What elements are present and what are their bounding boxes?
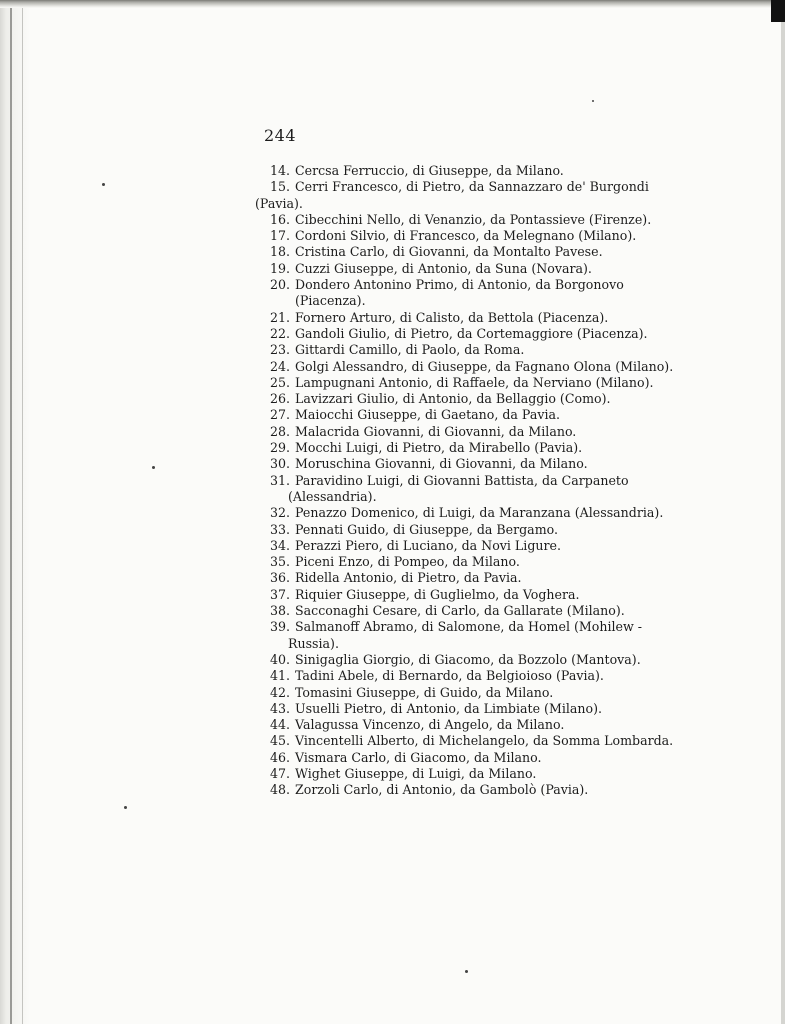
entry-number: 32. <box>269 505 290 521</box>
entry-number: 16. <box>269 211 290 227</box>
list-item <box>255 570 645 586</box>
entry-text: Cercsa Ferruccio, di Giuseppe, da Milano. <box>295 163 564 178</box>
entry-number: 19. <box>269 260 290 276</box>
entry-number: 26. <box>269 391 290 407</box>
entry-text: Malacrida Giovanni, di Giovanni, da Milano. <box>295 423 577 439</box>
list-item <box>255 211 652 228</box>
list-item <box>255 456 645 472</box>
list-item <box>255 733 674 749</box>
entry-number: 37. <box>269 586 290 602</box>
binding-line <box>10 0 12 1024</box>
list-item <box>255 163 645 179</box>
list-item <box>255 619 645 652</box>
entry-text: Maiocchi Giuseppe, di Gaetano, da Pavia. <box>295 407 560 423</box>
entry-number: 23. <box>269 342 290 358</box>
entry-text: Tadini Abele, di Bernardo, da Belgioioso (Pavia). <box>295 668 604 684</box>
list-item <box>255 440 645 456</box>
list-item <box>255 587 645 603</box>
entry-continuation: (Pavia). <box>255 195 303 211</box>
entry-text: Zorzoli Carlo, di Antonio, da Gambolò (Pavia). <box>295 782 589 798</box>
list-item <box>255 424 645 440</box>
entry-text: Lampugnani Antonio, di Raffaele, da Nerviano (Milano). <box>295 374 654 390</box>
entry-number: 28. <box>269 423 290 439</box>
list-item <box>255 717 645 733</box>
scan-speck <box>592 100 594 102</box>
entry-text: Piceni Enzo, di Pompeo, da Milano. <box>295 554 520 570</box>
entry-number: 21. <box>269 309 290 325</box>
entry-number: 18. <box>269 244 290 260</box>
list-item <box>255 701 645 717</box>
student-list <box>255 163 674 799</box>
entry-text: Lavizzari Giulio, di Antonio, da Bellaggio (Como). <box>295 391 611 407</box>
list-item <box>255 554 645 570</box>
scan-right-edge <box>781 0 785 1024</box>
entry-number: 35. <box>269 554 290 570</box>
list-item <box>255 652 645 668</box>
entry-number: 38. <box>269 603 290 619</box>
entry-text: Mocchi Luigi, di Pietro, da Mirabello (Pavia). <box>295 440 583 456</box>
scan-speck <box>102 183 105 186</box>
list-item <box>255 685 645 701</box>
entry-text: Valagussa Vincenzo, di Angelo, da Milano. <box>295 717 565 733</box>
entry-number: 27. <box>269 407 290 423</box>
list-item <box>255 750 645 766</box>
scan-speck <box>124 806 127 809</box>
list-item <box>255 473 645 506</box>
entry-number: 34. <box>269 537 290 553</box>
list-item <box>255 358 674 375</box>
list-item <box>255 228 645 244</box>
entry-text: Usuelli Pietro, di Antonio, da Limbiate (Milano). <box>295 700 603 716</box>
entry-number: 42. <box>269 684 290 700</box>
entry-number: 39. <box>269 619 290 635</box>
entry-number: 15. <box>269 179 290 195</box>
entry-text: Cordoni Silvio, di Francesco, da Melegnano (Milano). <box>295 228 637 244</box>
entry-text: Vincentelli Alberto, di Michelangelo, da Somma Lombarda. <box>295 733 674 749</box>
binding-line-faint <box>22 0 23 1024</box>
entry-text: Perazzi Piero, di Luciano, da Novi Ligure. <box>295 537 561 553</box>
entry-text: Vismara Carlo, di Giacomo, da Milano. <box>295 749 542 765</box>
entry-text: Cristina Carlo, di Giovanni, da Montalto Pavese. <box>295 244 603 260</box>
page-number: 244 <box>264 126 297 145</box>
entry-text: Pennati Guido, di Giuseppe, da Bergamo. <box>295 521 558 537</box>
entry-continuation: Russia). <box>288 635 339 651</box>
scan-corner-shadow <box>771 0 785 22</box>
entry-text: Sinigaglia Giorgio, di Giacomo, da Bozzolo (Mantova). <box>295 651 641 667</box>
entry-text: Gandoli Giulio, di Pietro, da Cortemaggiore (Piacenza). <box>295 325 648 341</box>
list-item <box>255 407 645 423</box>
entry-number: 48. <box>269 782 290 798</box>
entry-continuation: (Piacenza). <box>295 293 366 309</box>
entry-text: Golgi Alessandro, di Giuseppe, da Fagnano Olona (Milano). <box>295 358 674 374</box>
entry-number: 29. <box>269 440 290 456</box>
list-item <box>255 325 648 342</box>
list-item <box>255 391 645 407</box>
entry-number: 22. <box>269 325 290 341</box>
list-item <box>255 261 645 277</box>
entry-text: Salmanoff Abramo, di Salomone, da Homel (Mohilew - <box>295 619 643 635</box>
entry-text: Tomasini Giuseppe, di Guido, da Milano. <box>295 684 554 700</box>
entry-text: Moruschina Giovanni, di Giovanni, da Milano. <box>295 456 588 472</box>
entry-number: 36. <box>269 570 290 586</box>
list-item <box>255 244 645 260</box>
entry-number: 43. <box>269 700 290 716</box>
entry-text: Cuzzi Giuseppe, di Antonio, da Suna (Novara). <box>295 260 592 276</box>
list-item <box>255 374 654 391</box>
list-item <box>255 538 645 554</box>
list-item <box>255 766 645 782</box>
list-item <box>255 179 649 212</box>
entry-text: Ridella Antonio, di Pietro, da Pavia. <box>295 570 522 586</box>
entry-number: 24. <box>269 358 290 374</box>
entry-number: 25. <box>269 374 290 390</box>
entry-number: 17. <box>269 228 290 244</box>
entry-number: 44. <box>269 717 290 733</box>
list-item <box>255 342 645 358</box>
entry-number: 47. <box>269 765 290 781</box>
scan-top-edge <box>0 0 785 8</box>
entry-number: 20. <box>269 277 290 293</box>
entry-text: Riquier Giuseppe, di Guglielmo, da Voghera. <box>295 586 580 602</box>
list-item <box>255 603 645 619</box>
entry-text: Sacconaghi Cesare, di Carlo, da Gallarate (Milano). <box>295 603 625 619</box>
scan-left-edge <box>0 0 30 1024</box>
entry-text: Paravidino Luigi, di Giovanni Battista, da Carpaneto <box>295 472 629 488</box>
entry-number: 45. <box>269 733 290 749</box>
entry-text: Cibecchini Nello, di Venanzio, da Pontassieve (Firenze). <box>295 211 652 227</box>
entry-text: Wighet Giuseppe, di Luigi, da Milano. <box>295 765 537 781</box>
list-item <box>255 310 645 326</box>
entry-text: Penazzo Domenico, di Luigi, da Maranzana (Alessandria). <box>295 505 664 521</box>
entry-number: 40. <box>269 651 290 667</box>
entry-text: Fornero Arturo, di Calisto, da Bettola (Piacenza). <box>295 309 609 325</box>
entry-continuation: (Alessandria). <box>288 488 377 504</box>
entry-text: Gittardi Camillo, di Paolo, da Roma. <box>295 342 525 358</box>
scan-speck <box>152 466 155 469</box>
entry-number: 33. <box>269 521 290 537</box>
entry-text: Cerri Francesco, di Pietro, da Sannazzaro de' Burgondi <box>295 179 649 195</box>
list-item <box>255 668 645 684</box>
entry-number: 41. <box>269 668 290 684</box>
list-item <box>255 522 645 538</box>
list-item <box>255 505 664 521</box>
scan-speck <box>465 970 468 973</box>
list-item <box>255 277 645 310</box>
entry-number: 14. <box>269 163 290 178</box>
entry-number: 46. <box>269 749 290 765</box>
entry-number: 30. <box>269 456 290 472</box>
entry-number: 31. <box>269 472 290 488</box>
entry-text: Dondero Antonino Primo, di Antonio, da Borgonovo <box>295 277 624 293</box>
list-item <box>255 782 645 798</box>
